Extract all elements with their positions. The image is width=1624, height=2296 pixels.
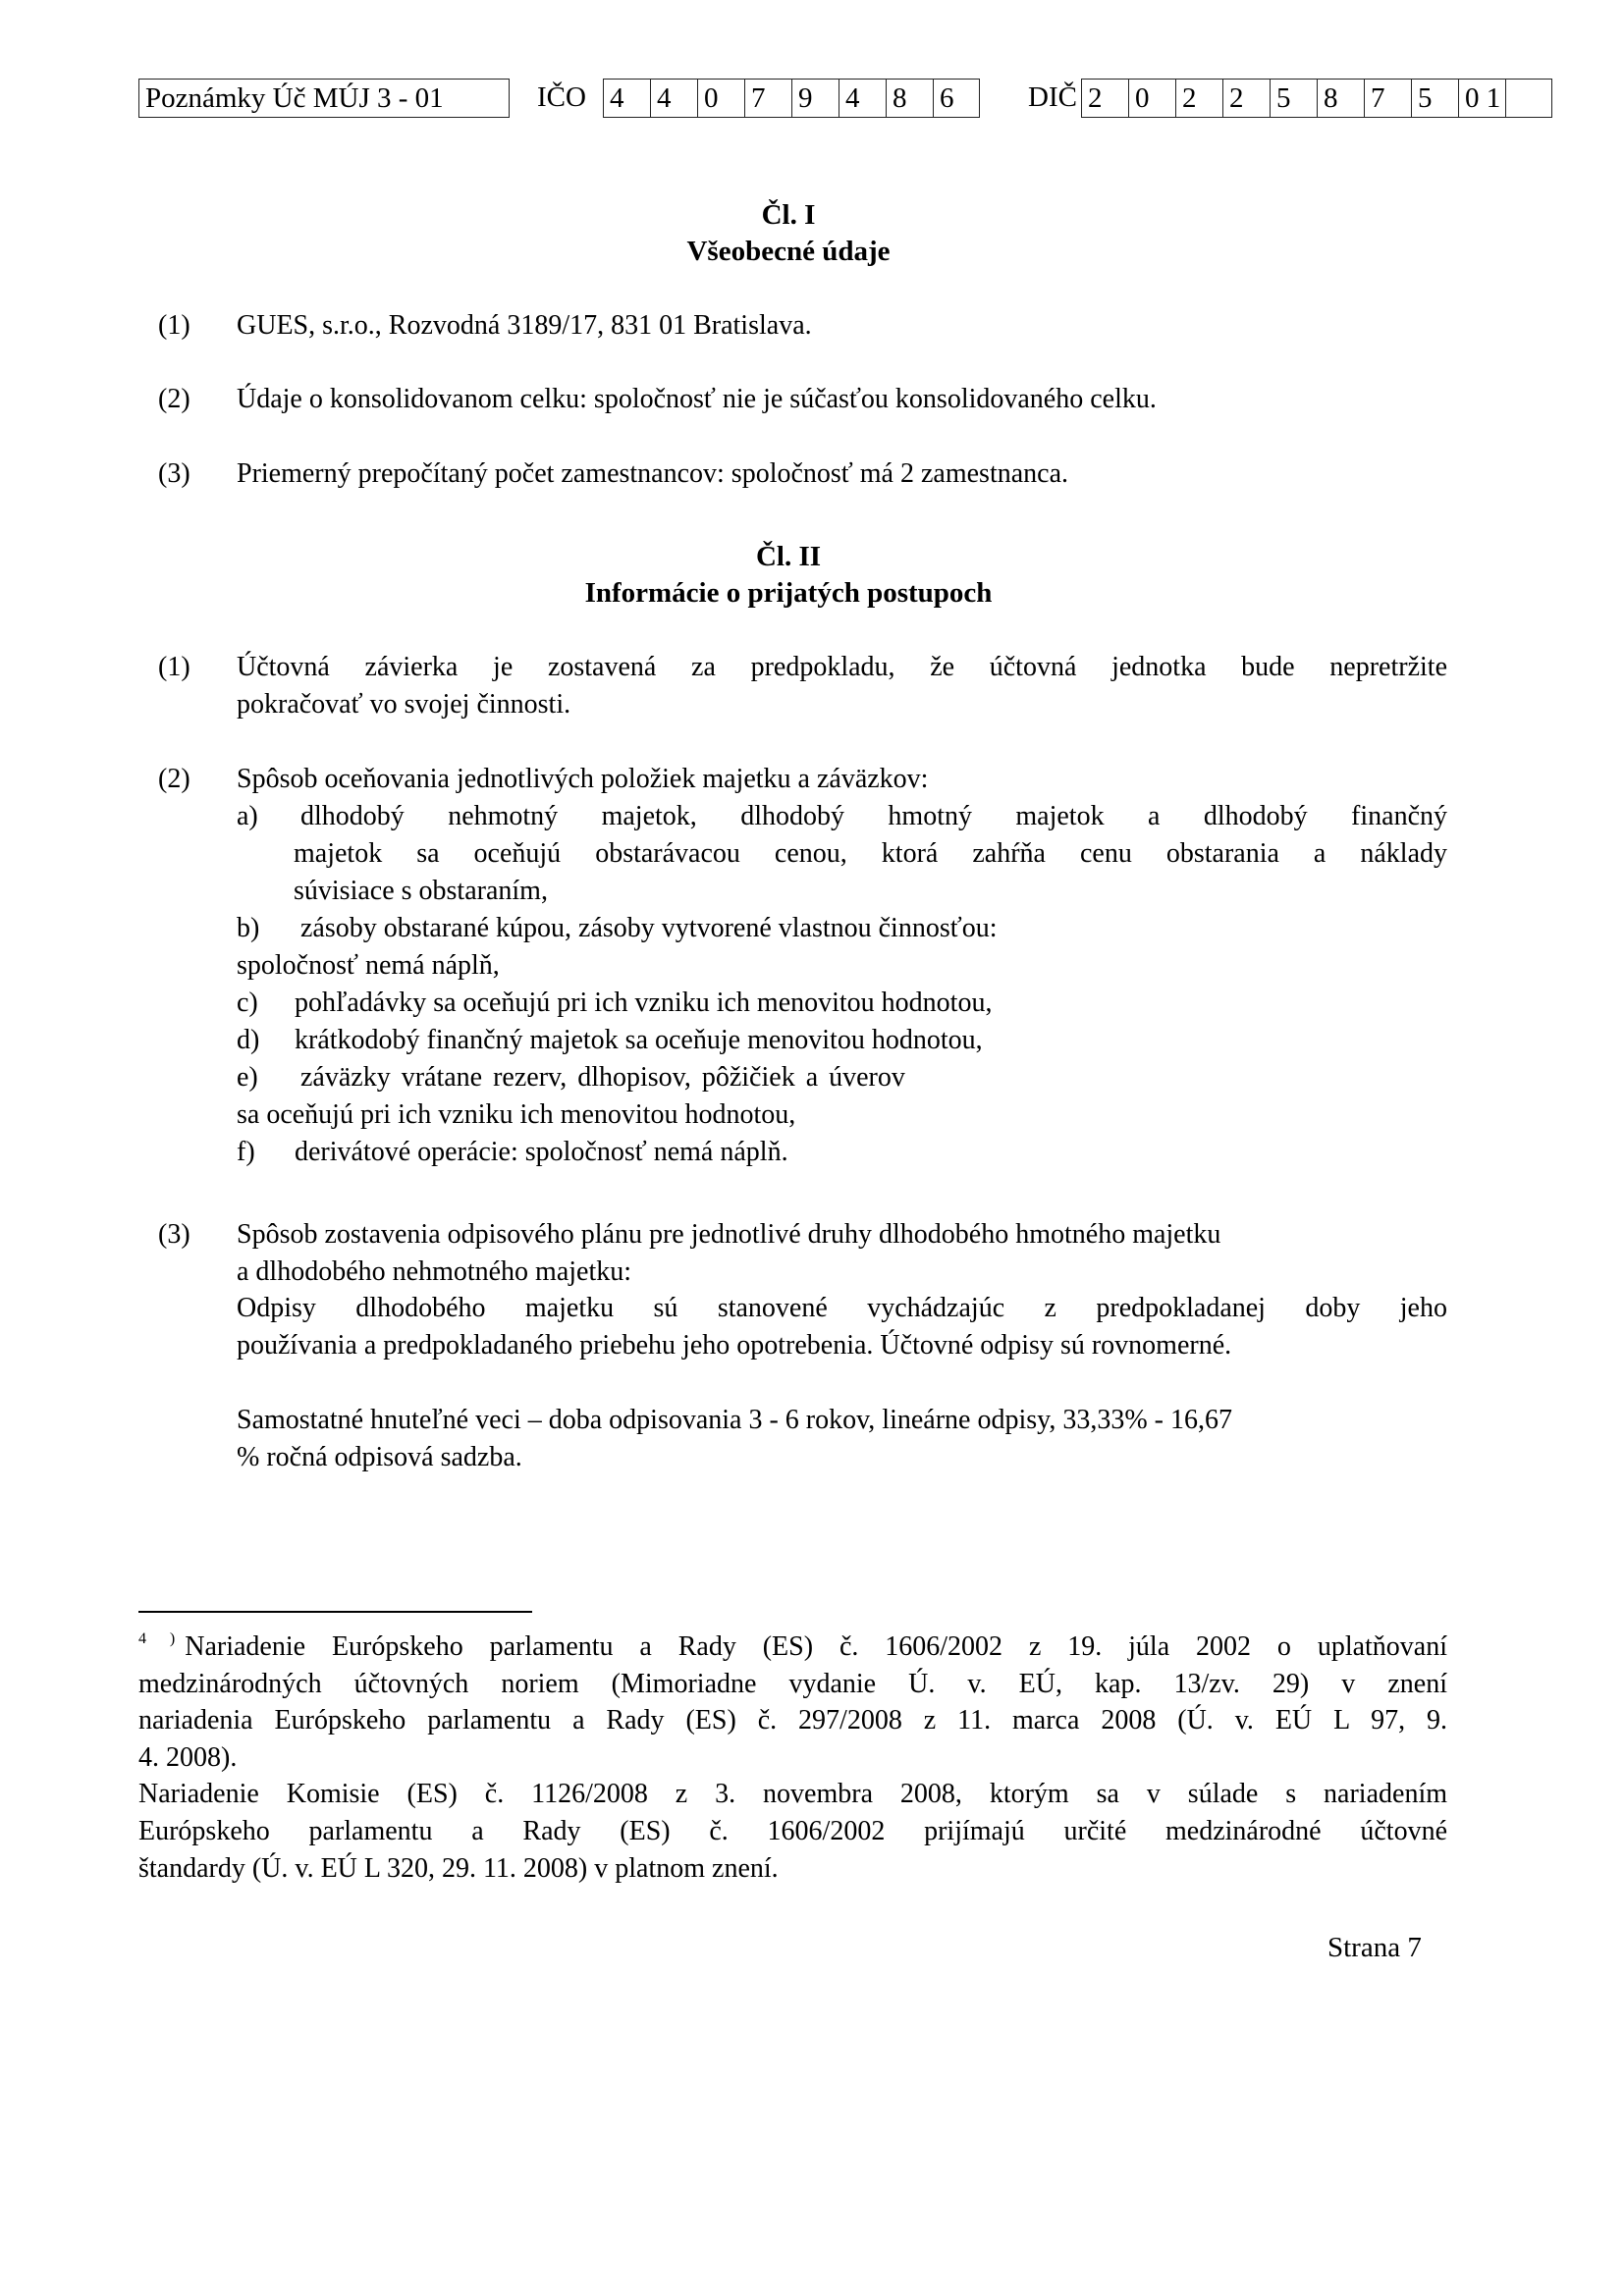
sub-item-text [300,798,1447,835]
text-line: pokračovať vo svojej činnosti. [237,688,571,720]
text-line: Spôsob zostavenia odpisového plánu pre jednotlivé druhy dlhodobého hmotného majetku [237,1219,1221,1250]
text-line: % ročná odpisová sadzba. [237,1441,522,1472]
ico-digit: 4 [650,79,697,118]
dic-digit: 8 [1317,79,1364,118]
sub-item-continuation: spoločnosť nemá náplň, [237,950,500,981]
footnote-marker: 4 ) [138,1630,176,1647]
sub-item-label: e) [237,1062,258,1093]
sub-item-continuation: sa oceňujú pri ich vzniku ich menovitou hodnotou, [237,1099,796,1130]
dic-digit: 0 1 [1458,79,1505,118]
sub-item-label: f) [237,1137,255,1167]
item-note [237,1402,1447,1475]
text-line: Odpisy dlhodobého majetku sú stanovené vychádzajúc z predpokladanej doby jeho [237,1293,1447,1324]
dic-digit [1505,79,1552,118]
sub-item-text: súvisiace s obstaraním, [294,876,548,906]
sub-item-text: krátkodobý finančný majetok sa oceňuje menovitou hodnotou, [295,1025,983,1055]
dic-digit-boxes [1081,79,1552,118]
item-number: (1) [158,652,190,682]
item-intro: Spôsob oceňovania jednotlivých položiek majetku a záväzkov: [237,764,929,794]
item-text: GUES, s.r.o., Rozvodná 3189/17, 831 01 Bratislava. [237,310,812,341]
footnote-line: 4. 2008). [138,1741,238,1773]
text-line: a dlhodobého nehmotného majetku: [237,1255,632,1287]
ico-label: IČO [537,81,586,113]
ico-digit: 8 [886,79,933,118]
item-number: (1) [158,310,190,341]
dic-digit: 5 [1270,79,1317,118]
item-number: (2) [158,764,190,794]
footnote-line: štandardy (Ú. v. EÚ L 320, 29. 11. 2008) v platnom znení. [138,1852,779,1884]
dic-digit: 2 [1222,79,1270,118]
sub-item-text: derivátové operácie: spoločnosť nemá náplň. [295,1137,788,1167]
dic-label: DIČ [1028,81,1077,113]
footnote-text: Nariadenie Európskeho parlamentu a Rady (ES) č. 1606/2002 z 19. júla 2002 o uplatňovaní [185,1631,1448,1662]
sub-item-text: pohľadávky sa oceňujú pri ich vzniku ich menovitou hodnotou, [295,988,993,1018]
form-title-box [138,79,510,118]
article-1-number: Čl. I [761,199,816,231]
text-line: Účtovná závierka je zostavená za predpokladu, že účtovná jednotka bude nepretržite [237,652,1447,682]
dic-digit: 2 [1081,79,1128,118]
dic-digit: 5 [1411,79,1458,118]
footnote [138,1621,1447,1887]
text-line: Samostatné hnuteľné veci – doba odpisovania 3 - 6 rokov, lineárne odpisy, 33,33% - 16,67 [237,1405,1232,1435]
footnote-line: Nariadenie Komisie (ES) č. 1126/2008 z 3. novembra 2008, ktorým sa v súlade s nariadením [138,1779,1447,1810]
item-number: (2) [158,384,190,414]
sub-item-label: d) [237,1025,260,1055]
dic-digit: 7 [1364,79,1411,118]
item-text: Údaje o konsolidovanom celku: spoločnosť nie je súčasťou konsolidovaného celku. [237,384,1157,414]
article-1-title: Všeobecné údaje [686,236,891,267]
item-text [237,649,1447,722]
footnote-separator [138,1611,532,1613]
footnote-line: Európskeho parlamentu a Rady (ES) č. 1606/2002 prijímajú určité medzinárodné účtovné [138,1815,1447,1846]
sub-item-text: zásoby obstarané kúpou, zásoby vytvorené vlastnou činnosťou: [300,913,998,943]
ico-digit-boxes [603,79,980,118]
ico-digit: 0 [697,79,744,118]
ico-digit: 4 [839,79,886,118]
footnote-line [138,1621,1447,1666]
item-text: Priemerný prepočítaný počet zamestnancov: spoločnosť má 2 zamestnanca. [237,458,1068,489]
text-line: majetok sa oceňujú obstarávacou cenou, ktorá zahŕňa cenu obstarania a náklady [294,838,1447,869]
sub-item-text [294,835,1447,873]
item-text [237,1216,1447,1363]
sub-item-label: a) [237,801,258,831]
dic-digit: 0 [1128,79,1175,118]
text-line: používania a predpokladaného priebehu jeho opotrebenia. Účtovné odpisy sú rovnomerné. [237,1329,1232,1361]
ico-digit: 6 [933,79,980,118]
dic-digit: 2 [1175,79,1222,118]
sub-item-label: c) [237,988,258,1018]
sub-item-label: b) [237,913,260,943]
item-number: (3) [158,458,190,489]
item-number: (3) [158,1219,190,1250]
ico-digit: 4 [603,79,650,118]
ico-digit: 7 [744,79,791,118]
sub-item-text: záväzky vrátane rezerv, dlhopisov, pôžičiek a úverov [300,1062,905,1093]
article-2-title: Informácie o prijatých postupoch [584,577,993,609]
text-line: dlhodobý nehmotný majetok, dlhodobý hmotný majetok a dlhodobý finančný [300,801,1447,831]
footnote-line: medzinárodných účtovných noriem (Mimoriadne vydanie Ú. v. EÚ, kap. 13/zv. 29) v znení [138,1668,1447,1699]
footnote-line: nariadenia Európskeho parlamentu a Rady (ES) č. 297/2008 z 11. marca 2008 (Ú. v. EÚ L 97, 9. [138,1705,1447,1736]
article-2-number: Čl. II [755,541,822,572]
page-number: Strana 7 [1327,1932,1422,1963]
form-title: Poznámky Úč MÚJ 3 - 01 [145,82,444,114]
ico-digit: 9 [791,79,839,118]
